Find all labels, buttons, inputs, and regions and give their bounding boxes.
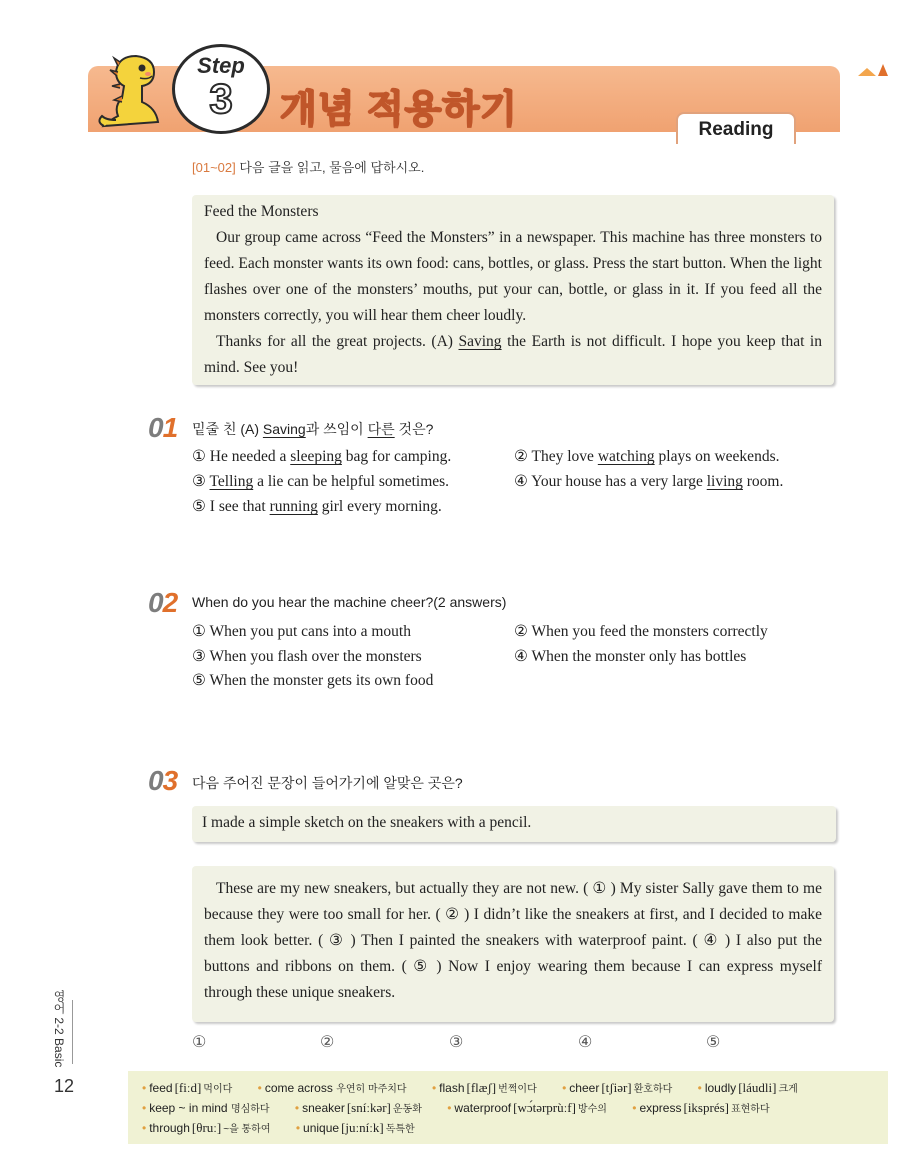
given-sentence-box — [192, 806, 836, 842]
vocab-item: • express [iksprés] 표현하다 — [632, 1100, 770, 1115]
passage-paragraph: Thanks for all the great projects. (A) Saving the Earth is not difficult. I hope you keep that in mind. See you! — [204, 333, 822, 376]
instruction-text: 다음 글을 읽고, 물음에 답하시오. — [239, 160, 425, 175]
answer-choice-4[interactable]: ④ — [578, 1034, 593, 1051]
question-number: 01 — [148, 412, 178, 443]
option-1[interactable]: ① When you put cans into a mouth — [192, 623, 411, 640]
option-4[interactable]: ④ When the monster only has bottles — [514, 648, 747, 665]
vocab-row — [142, 1080, 820, 1096]
vocab-item: • flash [flæʃ] 번쩍이다 — [431, 1080, 537, 1095]
dinosaur-body — [104, 56, 158, 126]
vocab-item: • loudly [láudli] 크게 — [697, 1080, 798, 1095]
answer-choice-1[interactable]: ① — [192, 1034, 207, 1051]
vocab-item: • waterproof [wɔ́tərprùːf] 방수의 — [447, 1100, 607, 1115]
answer-choice-2[interactable]: ② — [320, 1034, 335, 1051]
given-sentence: I made a simple sketch on the sneakers with a pencil. — [202, 814, 532, 831]
triangle-deco-icon — [858, 68, 876, 76]
passage-paragraph: Our group came across “Feed the Monsters” in a newspaper. This machine has three monsters to feed. Each monster wants its own food: cans, bottles, or glass. Press the start button. When the light flashes over one of the monsters’ mouths, put your can, bottle, or glass in it. If you feed all the monsters correctly, you will hear them cheer loudly. — [204, 229, 822, 324]
vocab-box — [128, 1071, 888, 1144]
vocab-item: • feed [fiːd] 먹이다 — [142, 1080, 233, 1095]
dinosaur-cheek — [145, 72, 151, 76]
triangle-deco-icon — [878, 64, 888, 76]
vocab-item: • unique [juːníːk] 독특한 — [295, 1120, 415, 1135]
option-5[interactable]: ⑤ I see that running girl every morning. — [192, 498, 442, 515]
vocab-row — [142, 1120, 437, 1136]
option-1[interactable]: ① He needed a sleeping bag for camping. — [192, 448, 452, 465]
vocab-row — [142, 1100, 792, 1116]
page-title: 개념 적용하기 — [280, 89, 518, 131]
option-3[interactable]: ③ Telling a lie can be helpful sometimes. — [192, 473, 450, 490]
step-badge — [172, 44, 270, 134]
option-4[interactable]: ④ Your house has a very large living room. — [514, 473, 784, 490]
vocab-item: • come across 우연히 마주치다 — [257, 1081, 407, 1095]
answer-choice-5[interactable]: ⑤ — [706, 1034, 721, 1051]
book-label: 영어 2-2 Basic — [52, 990, 66, 1068]
option-5[interactable]: ⑤ When the monster gets its own food — [192, 672, 434, 689]
instruction — [192, 157, 424, 176]
option-2[interactable]: ② They love watching plays on weekends. — [514, 448, 780, 465]
passage-box — [192, 195, 834, 385]
vocab-item: • keep ~ in mind 명심하다 — [142, 1101, 270, 1115]
question-text: 밑줄 친 (A) Saving과 쓰임이 다른 것은? — [192, 421, 434, 437]
passage-paragraph: These are my new sneakers, but actually they are not new. ( ① ) My sister Sally gave them to me because they were too small for her. ( ② ) I didn’t like the sneakers at first, and I decided to make them look better. ( ③ ) Then I painted the sneakers with waterproof paint. ( ④ ) I also put the buttons and ribbons on them. ( ⑤ ) Now I enjoy wearing them because I can express myself through these unique sneakers. — [204, 880, 822, 1001]
vocab-item: • through [θruː] ~을 통하여 — [142, 1120, 271, 1135]
dinosaur-eye — [139, 65, 146, 72]
option-2[interactable]: ② When you feed the monsters correctly — [514, 623, 768, 640]
step-number: 3 — [209, 75, 233, 122]
instruction-range: [01~02] — [192, 160, 236, 175]
passage-box — [192, 866, 834, 1022]
step-label: Step — [197, 53, 245, 78]
vocab-item: • cheer [tʃiər] 환호하다 — [562, 1080, 673, 1095]
page-number: 12 — [54, 1076, 75, 1096]
answer-choice-3[interactable]: ③ — [449, 1034, 464, 1051]
underlined-word: Saving — [458, 333, 502, 350]
passage-title: Feed the Monsters — [204, 203, 319, 220]
question-text: When do you hear the machine cheer?(2 answers) — [192, 594, 507, 610]
question-number: 03 — [148, 765, 178, 796]
margin-divider — [72, 1000, 73, 1064]
option-3[interactable]: ③ When you flash over the monsters — [192, 648, 422, 665]
question-text: 다음 주어진 문장이 들어가기에 알맞은 곳은? — [192, 775, 463, 791]
question-number: 02 — [148, 587, 178, 618]
vocab-item: • sneaker [sníːkər] 운동화 — [294, 1100, 422, 1115]
reading-tab: Reading — [676, 112, 796, 144]
